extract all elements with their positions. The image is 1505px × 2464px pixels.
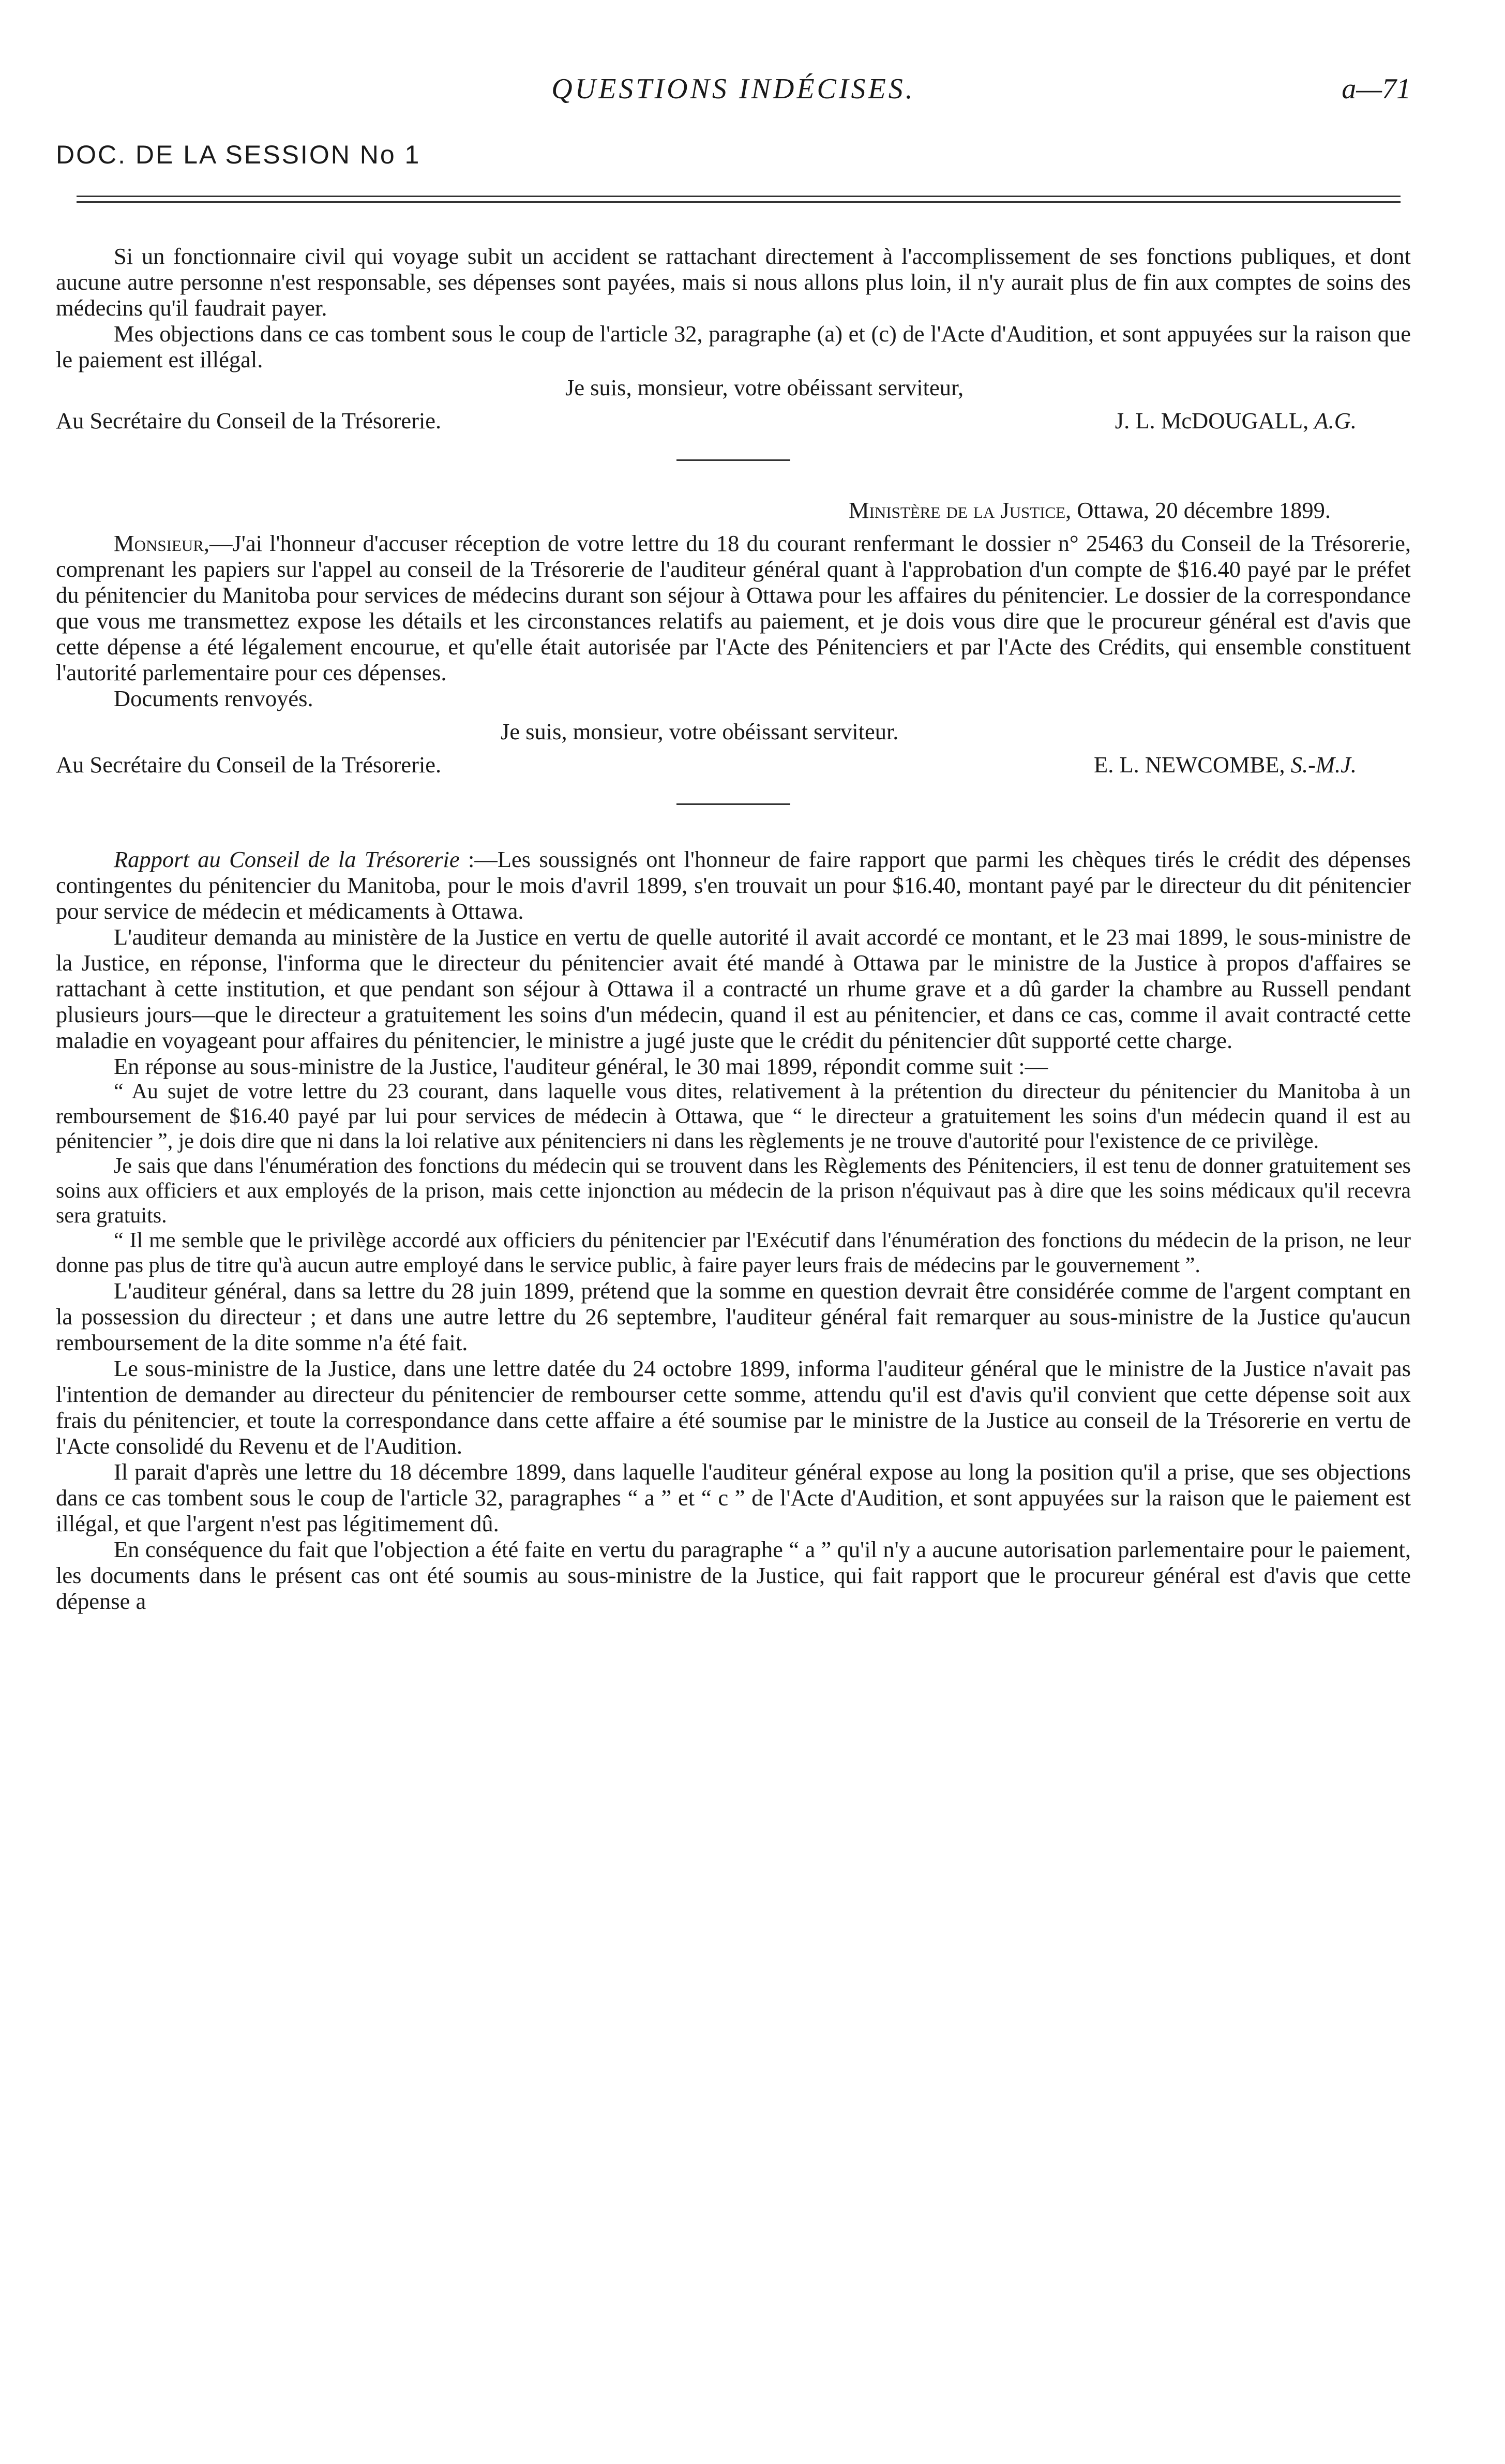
letter1-signature [1115, 408, 1411, 434]
running-title: QUESTIONS INDÉCISES. [551, 73, 915, 105]
letter2-addressee: Au Secrétaire du Conseil de la Trésorerie. [56, 752, 442, 778]
letter2-signer-title: S.-M.J. [1290, 752, 1357, 778]
letter2-salutation: Monsieur, [114, 530, 210, 556]
report-paragraph: En réponse au sous-ministre de la Justice, l'auditeur général, le 30 mai 1899, répondit comme suit :— [114, 1053, 1048, 1079]
dateline-office: Ministère de la Justice [849, 497, 1066, 523]
report-paragraph: Il parait d'après une lettre du 18 décembre 1899, dans laquelle l'auditeur général expose au long la position qu'il a prise, que ses objections dans ce cas tombent sous le coup de l'article 32, paragraphes “ a ” et “ c ” de l'Acte d'Audition, et sont appuyées sur la raison que le paiement est illégal, et que l'argent n'est pas légitimement dû. [56, 1459, 1411, 1536]
letter1-signer-title: A.G. [1314, 408, 1357, 434]
session-label: DOC. DE LA SESSION No 1 [56, 140, 421, 169]
report-paragraph: L'auditeur demanda au ministère de la Justice en vertu de quelle autorité il avait accordé ce montant, et le 23 mai 1899, le sous-ministre de la Justice, en réponse, l'informa que le directeur du pénitencier avait été mandé à Ottawa par le ministre de la Justice à propos d'affaires se rattachant à cette institution, et que pendant son séjour à Ottawa il a contracté un rhume grave et a dû garder la chambre au Russell pendant plusieurs jours—que le directeur a gratuitement les soins d'un médecin, quand il est au pénitencier, et dans ce cas, comme il avait contracté cette maladie en voyageant pour affaires du pénitencier, le ministre a jugé juste que le crédit du pénitencier dût supporté cette charge. [56, 924, 1411, 1053]
letter2-signer-name: E. L. NEWCOMBE, [1094, 752, 1285, 778]
page-number: a—71 [1342, 73, 1411, 105]
report-paragraph: Le sous-ministre de la Justice, dans une lettre datée du 24 octobre 1899, informa l'auditeur général que le ministre de la Justice n'avait pas l'intention de demander au directeur du pénitencier de rembourser cette somme, attendu qu'il est d'avis qu'il convient que cette dépense soit aux frais du pénitencier, et toute la correspondance dans cette affaire a été soumise par le ministre de la Justice au conseil de la Trésorerie en vertu de l'Acte consolidé du Revenu et de l'Audition. [56, 1355, 1411, 1459]
dateline-place-date: , Ottawa, 20 décembre 1899. [1065, 497, 1331, 523]
report-quote: “ Au sujet de votre lettre du 23 courant, dans laquelle vous dites, relativement à la prétention du directeur du pénitencier du Manitoba à un remboursement de $16.40 payé par lui pour services de médecin à Ottawa, que “ le directeur a gratuitement les soins d'un médecin quand il est au pénitencier ”, je dois dire que ni dans la loi relative aux pénitenciers ni dans les règlements je ne trouve d'autorité pour l'existence de ce privilège. [56, 1080, 1411, 1153]
letter2-dateline [56, 497, 1411, 523]
letter2-closing: Je suis, monsieur, votre obéissant serviteur. [501, 719, 899, 744]
page-header [56, 72, 1411, 119]
letter2-signature [1094, 752, 1411, 778]
letter2-enclosure: Documents renvoyés. [114, 685, 313, 711]
letter1-signature-line [56, 408, 1411, 434]
letter1-addressee: Au Secrétaire du Conseil de la Trésorerie. [56, 408, 442, 434]
section-separator [676, 803, 790, 805]
report-heading: Rapport au Conseil de la Trésorerie [114, 846, 460, 872]
report-quote: Je sais que dans l'énumération des fonctions du médecin qui se trouvent dans les Règlements des Pénitenciers, il est tenu de donner gratuitement ses soins aux officiers et aux employés de la prison, mais cette injonction au médecin de la prison n'équivaut pas à dire que les soins médicaux qu'il recevra sera gratuits. [56, 1154, 1411, 1228]
letter1-paragraph: Mes objections dans ce cas tombent sous le coup de l'article 32, paragraphe (a) et (c) de l'Acte d'Audition, et sont appuyées sur la raison que le paiement est illégal. [56, 321, 1411, 372]
letter2-signature-line [56, 752, 1411, 778]
report-paragraph: En conséquence du fait que l'objection a été faite en vertu du paragraphe “ a ” qu'il n'y a aucune autorisation parlementaire pour le paiement, les documents dans le présent cas ont été soumis au sous-ministre de la Justice, qui fait rapport que le procureur général est d'avis que cette dépense a [56, 1536, 1411, 1614]
letter2-body-text: —J'ai l'honneur d'accuser réception de votre lettre du 18 du courant renfermant le dossier n° 25463 du Conseil de la Trésorerie, comprenant les papiers sur l'appel au conseil de la Trésorerie de l'auditeur général quant à l'approbation d'un compte de $16.40 payé par le préfet du pénitencier du Manitoba pour services de médecins durant son séjour à Ottawa pour les affaires du pénitencier. Le dossier de la correspondance que vous me transmettez expose les détails et les circonstances relatifs au paiement, et je dois vous dire que le procureur général est d'avis que cette dépense a été légalement encourue, et qu'elle était autorisée par l'Acte des Pénitenciers et par l'Acte des Crédits, qui ensemble constituent l'autorité parlementaire pour ces dépenses. [56, 530, 1411, 685]
letter1-paragraph: Si un fonctionnaire civil qui voyage subit un accident se rattachant directement à l'accomplissement de ses fonctions publiques, et dont aucune autre personne n'est responsable, ses dépenses sont payées, mais si nous allons plus loin, il n'y aurait plus de fin aux comptes de soins des médecins qu'il faudrait payer. [56, 243, 1411, 321]
letter1-signer-name: J. L. McDOUGALL, [1115, 408, 1309, 434]
letter2-body [56, 530, 1411, 685]
header-rule [77, 196, 1401, 203]
document-body [56, 243, 1411, 1614]
letter1-closing: Je suis, monsieur, votre obéissant serviteur, [565, 375, 964, 400]
report-paragraph: L'auditeur général, dans sa lettre du 28 juin 1899, prétend que la somme en question devrait être considérée comme de l'argent comptant en la possession du directeur ; et dans une autre lettre du 26 septembre, l'auditeur général fait remarquer au sous-ministre de la Justice qu'aucun remboursement de la dite somme n'a été fait. [56, 1278, 1411, 1355]
section-separator [676, 459, 790, 461]
report-opening-text: :—Les soussignés ont l'honneur de faire rapport que parmi les chèques tirés le crédit des dépenses contingentes du pénitencier du Manitoba, pour le mois d'avril 1899, s'en trouvait un pour $16.40, montant payé par le directeur du dit pénitencier pour service de médecin et médicaments à Ottawa. [56, 846, 1411, 924]
report-quote: “ Il me semble que le privilège accordé aux officiers du pénitencier par l'Exécutif dans l'énumération des fonctions du médecin de la prison, ne leur donne pas plus de titre qu'à aucun autre employé dans le service public, à faire payer leurs frais de médecins par le gouvernement ”. [56, 1229, 1411, 1277]
report-opening [56, 846, 1411, 924]
